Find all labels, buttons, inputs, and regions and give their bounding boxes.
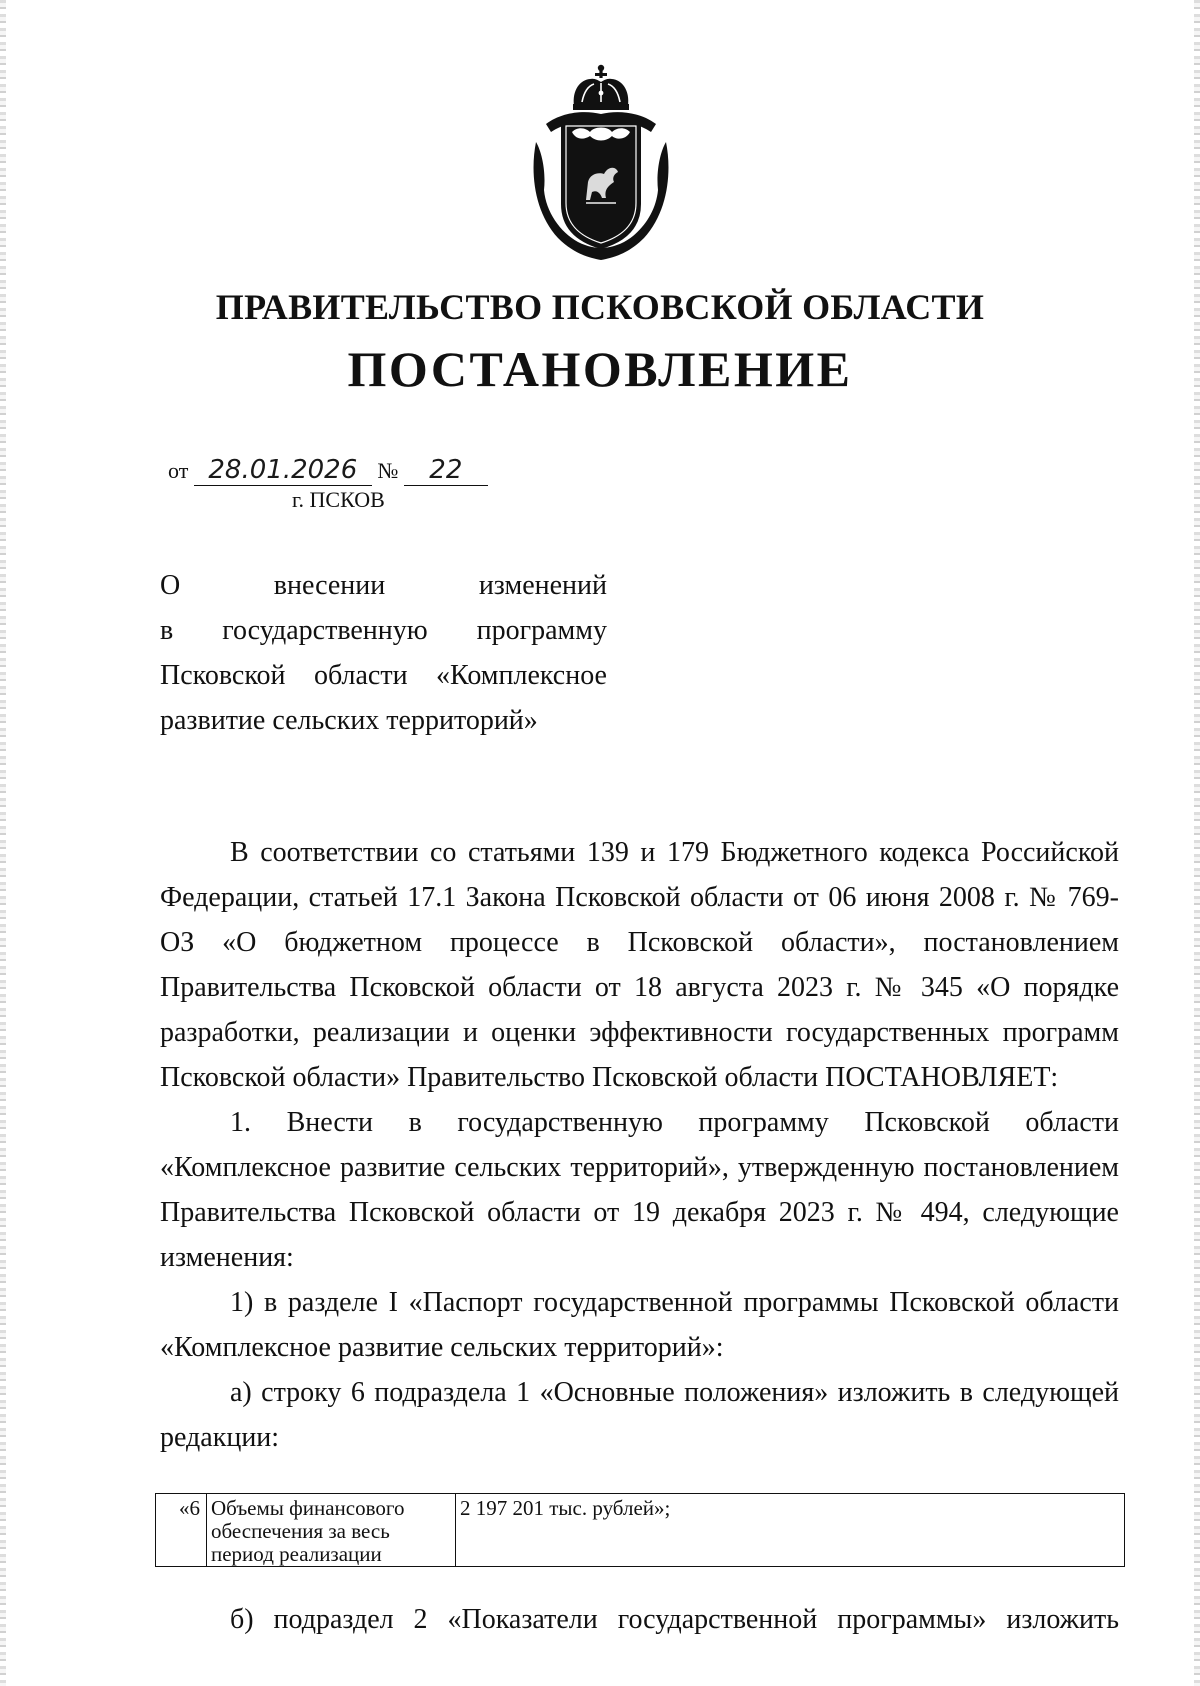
registration-line	[168, 455, 488, 486]
city-label: г. ПСКОВ	[292, 487, 385, 512]
preamble-paragraph: В соответствии со статьями 139 и 179 Бюджетного кодекса Российской Федерации, статьей 17.1 Закона Псковской области от 06 июня 2008 г. № 769-ОЗ «О бюджетном процессе в Псковской области», постановлением Правительства Псковской области от 18 августа 2023 г. № 345 «О порядке разработки, реализации и оценки эффективности государственных программ Псковской области» Правительство Псковской области ПОСТАНОВЛЯЕТ:	[160, 837, 1119, 1093]
subject-line: Псковской области «Комплексное	[160, 660, 607, 691]
document-subject	[160, 563, 607, 743]
financing-table	[155, 1493, 1125, 1567]
item-1-paragraph: 1. Внести в государственную программу Псковской области «Комплексное развитие сельских территорий», утвержденную постановлением Правительства Псковской области от 19 декабря 2023 г. № 494, следующие изменения:	[160, 1107, 1119, 1273]
row-number-cell: «6	[156, 1494, 207, 1567]
scan-edge-right	[1194, 0, 1200, 1686]
handwritten-number: 22	[404, 455, 488, 486]
document-continuation	[160, 1600, 1119, 1640]
subject-line: О внесении изменений	[160, 570, 607, 601]
subitem-a-paragraph: а) строку 6 подраздела 1 «Основные положения» изложить в следующей редакции:	[160, 1377, 1119, 1453]
subitem-b-paragraph: б) подраздел 2 «Показатели государственной программы» изложить	[230, 1604, 1119, 1635]
value-cell: 2 197 201 тыс. рублей»;	[456, 1494, 1125, 1567]
organization-title: ПРАВИТЕЛЬСТВО ПСКОВСКОЙ ОБЛАСТИ	[215, 287, 985, 327]
table-row	[156, 1494, 1125, 1567]
handwritten-date: 28.01.2026	[194, 455, 372, 486]
scan-edge-left	[0, 0, 6, 1686]
number-sign: №	[377, 458, 399, 483]
document-type-heading: ПОСТАНОВЛЕНИЕ	[347, 341, 853, 397]
subject-line: в государственную программу	[160, 615, 607, 646]
document-body	[160, 830, 1119, 1460]
decree-statement: Правительство Псковской области ПОСТАНОВЛЯЕТ:	[407, 1062, 1059, 1093]
label-cell: Объемы финансового обеспечения за весь период реализации	[207, 1494, 456, 1567]
subitem-1-paragraph: 1) в разделе I «Паспорт государственной программы Псковской области «Комплексное развитие сельских территорий»:	[160, 1287, 1119, 1363]
subject-line: развитие сельских территорий»	[160, 705, 538, 736]
coat-of-arms-icon	[528, 62, 674, 262]
date-prefix: от	[168, 458, 189, 483]
